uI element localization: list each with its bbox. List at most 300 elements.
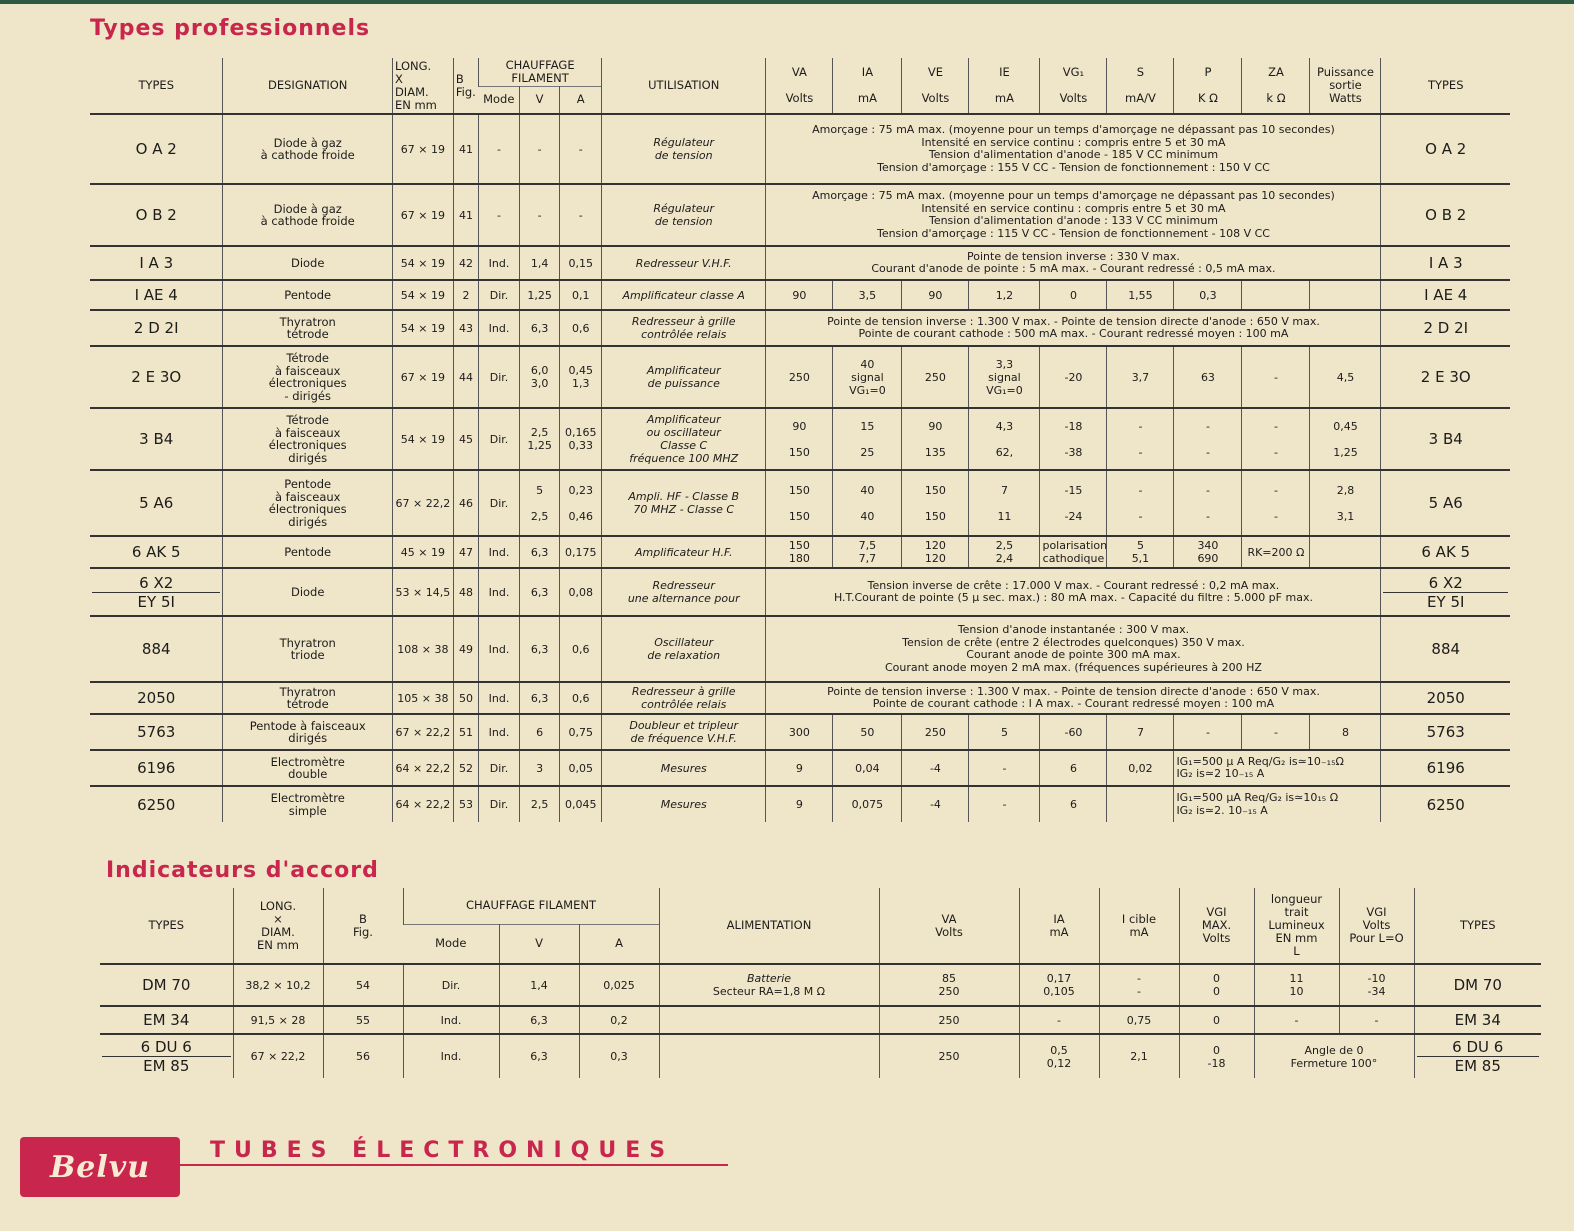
designation: Diode: [223, 568, 393, 616]
header-s: S mA/V: [1107, 58, 1174, 114]
dimensions: 64 × 22,2: [392, 750, 453, 786]
table-row: [90, 568, 1510, 616]
figure-number: 44: [453, 346, 478, 408]
table-row: [100, 964, 1541, 1006]
value-ie: 7 11: [969, 470, 1040, 536]
value-vg1: 6: [1040, 750, 1107, 786]
value-za: - -: [1242, 408, 1310, 470]
value-icible: 0,75: [1099, 1006, 1179, 1034]
value-p: 63: [1174, 346, 1242, 408]
designation: Thyratron tétrode: [223, 310, 393, 346]
figure-number: 54: [323, 964, 403, 1006]
tube-type-right: 2050: [1381, 682, 1510, 714]
table-row: [90, 408, 1510, 470]
tube-type-right: 6250: [1381, 786, 1510, 822]
value-vgi-max: 0 0: [1179, 964, 1254, 1006]
header-ve: VE Volts: [902, 58, 969, 114]
heating-current: 0,2: [579, 1006, 659, 1034]
value-ve: 120 120: [902, 536, 969, 568]
header-v: V: [519, 86, 560, 114]
value-p: - -: [1174, 470, 1242, 536]
dimensions: 54 × 19: [392, 408, 453, 470]
figure-number: 43: [453, 310, 478, 346]
utilisation: Régulateur de tension: [602, 184, 766, 246]
value-za: [1242, 280, 1310, 310]
heating-current: 0,165 0,33: [560, 408, 602, 470]
utilisation: Régulateur de tension: [602, 114, 766, 184]
header-designation: DESIGNATION: [223, 58, 393, 114]
heating-mode: Dir.: [479, 408, 520, 470]
heating-voltage: 3: [519, 750, 560, 786]
table-row: [90, 184, 1510, 246]
value-vg1: 6: [1040, 786, 1107, 822]
heating-mode: Dir.: [479, 470, 520, 536]
heating-current: 0,75: [560, 714, 602, 750]
heating-mode: Ind.: [479, 310, 520, 346]
tube-type: 2 D 2I: [133, 319, 179, 337]
dimensions: 54 × 19: [392, 310, 453, 346]
table-row: [90, 346, 1510, 408]
value-va: 85 250: [879, 964, 1019, 1006]
value-vgi-l: -: [1339, 1006, 1414, 1034]
table-row: [100, 1006, 1541, 1034]
designation: Tétrode à faisceaux électroniques - dirigés: [223, 346, 393, 408]
ind-header-vgi-volts: VGI Volts Pour L=O: [1339, 888, 1414, 964]
tube-type-right: O B 2: [1381, 184, 1510, 246]
heating-current: 0,045: [560, 786, 602, 822]
value-pw: [1310, 280, 1381, 310]
heating-voltage: 1,25: [519, 280, 560, 310]
designation: Electromètre double: [223, 750, 393, 786]
value-pw: [1310, 536, 1381, 568]
table-row: [90, 714, 1510, 750]
header-p: P K Ω: [1174, 58, 1242, 114]
dimensions: 67 × 19: [392, 184, 453, 246]
value-vg1: -60: [1040, 714, 1107, 750]
heating-mode: Ind.: [479, 714, 520, 750]
tube-type: 6250: [137, 795, 176, 814]
heating-current: 0,05: [560, 750, 602, 786]
utilisation-prefix: une alternance pour: [627, 592, 740, 605]
dimensions: 38,2 × 10,2: [233, 964, 323, 1006]
tube-type-right: I AE 4: [1381, 280, 1510, 310]
ind-header-long-diam: LONG. × DIAM. EN mm: [233, 888, 323, 964]
table-row: [90, 470, 1510, 536]
value-vgi-max: 0: [1179, 1006, 1254, 1034]
dimensions: 54 × 19: [392, 246, 453, 280]
grid-current-note: IG₁=500 µ A Req/G₂ is≃10₋₁₅Ω IG₂ is≃2 10₋₁₅ A: [1174, 750, 1381, 786]
heating-mode: Dir.: [403, 964, 499, 1006]
value-s: 3,7: [1107, 346, 1174, 408]
value-s: - -: [1107, 408, 1174, 470]
value-s: 7: [1107, 714, 1174, 750]
utilisation: Amplificateur classe A: [602, 280, 766, 310]
heating-voltage: 6: [519, 714, 560, 750]
heating-current: 0,6: [560, 682, 602, 714]
header-ie: IE mA: [969, 58, 1040, 114]
value-s: 1,55: [1107, 280, 1174, 310]
section-title-indicators: Indicateurs d'accord: [106, 858, 379, 883]
tube-type: 2050: [137, 689, 176, 707]
ind-header-icible: I cible mA: [1099, 888, 1179, 964]
header-fig: B Fig.: [453, 58, 478, 114]
tube-type-right: 5763: [1381, 714, 1510, 750]
header-utilisation: UTILISATION: [602, 58, 766, 114]
indicator-type: DM 70: [142, 976, 191, 994]
heating-voltage: -: [519, 114, 560, 184]
dimensions: 108 × 38: [392, 616, 453, 682]
value-va: 250: [879, 1034, 1019, 1078]
value-ve: 150 150: [902, 470, 969, 536]
header-va: VA Volts: [766, 58, 833, 114]
value-ie: 5: [969, 714, 1040, 750]
value-ve: 90: [902, 280, 969, 310]
angle-note: Angle de 0 Fermeture 100°: [1254, 1034, 1414, 1078]
designation: Pentode à faisceaux électroniques dirigés: [223, 470, 393, 536]
spec-notes: Amorçage : 75 mA max. (moyenne pour un temps d'amorçage ne dépassant pas 10 secondes) Intensité en service continu : compris entre 5 et 30 mA Tension d'alimentation d'anode - 185 V CC minimum Tension d'amorçage : 155 V CC - Tension de fonctionnement : 150 V CC: [766, 114, 1381, 184]
heating-voltage: 2,5: [519, 786, 560, 822]
figure-number: 56: [323, 1034, 403, 1078]
figure-number: 51: [453, 714, 478, 750]
value-vg1: -20: [1040, 346, 1107, 408]
table-row: [90, 310, 1510, 346]
designation: Diode à gaz à cathode froide: [223, 184, 393, 246]
heating-voltage: 6,3: [519, 536, 560, 568]
utilisation: Amplificateur H.F.: [602, 536, 766, 568]
utilisation: Mesures: [602, 786, 766, 822]
value-pw: 8: [1310, 714, 1381, 750]
alimentation: Batterie Secteur RA=1,8 M Ω: [659, 964, 879, 1006]
tube-type-right: 6 AK 5: [1381, 536, 1510, 568]
table-row: [90, 616, 1510, 682]
figure-number: 46: [453, 470, 478, 536]
heating-voltage: 6,3: [519, 682, 560, 714]
heating-mode: Ind.: [479, 536, 520, 568]
heating-current: 0,08: [560, 568, 602, 616]
belvu-logo: [20, 1137, 180, 1197]
tube-type: O A 2: [135, 140, 177, 158]
figure-number: 45: [453, 408, 478, 470]
spec-notes: Pointe de tension inverse : 1.300 V max. - Pointe de tension directe d'anode : 650 V max. Pointe de courant cathode : 500 mA max. - Courant redressé moyen : 100 mA: [766, 310, 1381, 346]
value-p: 0,3: [1174, 280, 1242, 310]
ind-header-vgi-max: VGI MAX. Volts: [1179, 888, 1254, 964]
heating-voltage: 1,4: [519, 246, 560, 280]
heating-mode: -: [479, 114, 520, 184]
figure-number: 55: [323, 1006, 403, 1034]
ind-header-va: VA Volts: [879, 888, 1019, 964]
designation: Diode à gaz à cathode froide: [223, 114, 393, 184]
alimentation: [659, 1034, 879, 1078]
utilisation: Doubleur et tripleur de fréquence V.H.F.: [602, 714, 766, 750]
dimensions: 67 × 22,2: [233, 1034, 323, 1078]
value-pw: 2,8 3,1: [1310, 470, 1381, 536]
value-za: - -: [1242, 470, 1310, 536]
value-ia: 3,5: [833, 280, 902, 310]
heating-mode: Ind.: [479, 682, 520, 714]
dimensions: 105 × 38: [392, 682, 453, 714]
value-za: -: [1242, 346, 1310, 408]
value-vgi-max: 0 -18: [1179, 1034, 1254, 1078]
ind-header-a: A: [579, 924, 659, 964]
utilisation: Oscillateur de relaxation: [602, 616, 766, 682]
indicator-type: 6 DU 6 EM 85: [100, 1034, 233, 1078]
figure-number: 52: [453, 750, 478, 786]
value-ia: 0,17 0,105: [1019, 964, 1099, 1006]
value-va: 90 150: [766, 408, 833, 470]
designation: Pentode: [223, 536, 393, 568]
heating-mode: Ind.: [403, 1006, 499, 1034]
tube-type-right: O A 2: [1381, 114, 1510, 184]
ind-header-ia: IA mA: [1019, 888, 1099, 964]
value-ve: 250: [902, 714, 969, 750]
heating-voltage: 6,3: [519, 310, 560, 346]
heating-mode: Dir.: [479, 280, 520, 310]
value-ie: -: [969, 750, 1040, 786]
heating-voltage: 1,4: [499, 964, 579, 1006]
value-s: 0,02: [1107, 750, 1174, 786]
value-ie: 3,3 signal VG₁=0: [969, 346, 1040, 408]
value-va: 150 150: [766, 470, 833, 536]
tube-type-right: I A 3: [1381, 246, 1510, 280]
heating-current: -: [560, 114, 602, 184]
value-ve: -4: [902, 786, 969, 822]
figure-number: 41: [453, 184, 478, 246]
dimensions: 67 × 19: [392, 114, 453, 184]
figure-number: 50: [453, 682, 478, 714]
tube-type-right: 2 D 2I: [1381, 310, 1510, 346]
heating-mode: Ind.: [479, 616, 520, 682]
value-va: 250: [879, 1006, 1019, 1034]
value-ia: 0,075: [833, 786, 902, 822]
ind-header-fig: B Fig.: [323, 888, 403, 964]
tube-type: 5 A6: [139, 494, 174, 512]
utilisation: Amplificateur de puissance: [602, 346, 766, 408]
dimensions: 54 × 19: [392, 280, 453, 310]
value-va: 90: [766, 280, 833, 310]
heating-voltage: 6,0 3,0: [519, 346, 560, 408]
grid-current-note: IG₁=500 µA Req/G₂ is≃10₁₅ Ω IG₂ is≃2. 10₋₁₅ A: [1174, 786, 1381, 822]
value-va: 250: [766, 346, 833, 408]
table-row: [90, 682, 1510, 714]
section-title-professional: Types professionnels: [90, 16, 371, 41]
tube-type: I A 3: [139, 254, 174, 272]
table-row: [90, 786, 1510, 822]
value-va: 9: [766, 786, 833, 822]
heating-current: -: [560, 184, 602, 246]
heating-current: 0,3: [579, 1034, 659, 1078]
header-types-right: TYPES: [1381, 58, 1510, 114]
header-long-diam: LONG. X DIAM. EN mm: [392, 58, 453, 114]
professional-types-table: [90, 58, 1510, 822]
figure-number: 2: [453, 280, 478, 310]
value-s: [1107, 786, 1174, 822]
figure-number: 47: [453, 536, 478, 568]
tube-type: 2 E 3O: [131, 368, 182, 386]
brand-tagline: TUBES ÉLECTRONIQUES: [210, 1138, 675, 1163]
value-ve: -4: [902, 750, 969, 786]
header-ia: IA mA: [833, 58, 902, 114]
spec-notes: Tension d'anode instantanée : 300 V max. Tension de crête (entre 2 électrodes quelconques) 350 V max. Courant anode de pointe 300 mA max. Courant anode moyen 2 mA max. (fréquences supérieures à 200 HZ: [766, 616, 1381, 682]
dimensions: 91,5 × 28: [233, 1006, 323, 1034]
page-top-edge: [0, 0, 1574, 4]
heating-mode: Ind.: [479, 246, 520, 280]
table-row: [90, 750, 1510, 786]
value-ie: 4,3 62,: [969, 408, 1040, 470]
utilisation: Ampli. HF - Classe B 70 MHZ - Classe C: [602, 470, 766, 536]
ind-header-longueur: longueur trait Lumineux EN mm L: [1254, 888, 1339, 964]
ind-header-chauffage: CHAUFFAGE FILAMENT: [403, 888, 659, 924]
value-za: -: [1242, 714, 1310, 750]
value-vg1: polarisation cathodique: [1040, 536, 1107, 568]
header-types: TYPES: [138, 78, 174, 92]
tube-type: I AE 4: [134, 286, 178, 304]
dimensions: 53 × 14,5: [392, 568, 453, 616]
heating-voltage: 6,3: [519, 568, 560, 616]
value-p: -: [1174, 714, 1242, 750]
value-ve: 250: [902, 346, 969, 408]
value-ie: 2,5 2,4: [969, 536, 1040, 568]
heating-current: 0,23 0,46: [560, 470, 602, 536]
ind-header-types-right: TYPES: [1414, 888, 1541, 964]
spec-notes: Amorçage : 75 mA max. (moyenne pour un temps d'amorçage ne dépassant pas 10 secondes) Intensité en service continu : compris entre 5 et 30 mA Tension d'alimentation d'anode : 133 V CC minimum Tension d'amorçage : 115 V CC - Tension de fonctionnement - 108 V CC: [766, 184, 1381, 246]
utilisation: Mesures: [602, 750, 766, 786]
header-mode: Mode: [483, 92, 515, 107]
alimentation: [659, 1006, 879, 1034]
value-p: - -: [1174, 408, 1242, 470]
designation: Pentode à faisceaux dirigés: [223, 714, 393, 750]
tube-type-right: 884: [1381, 616, 1510, 682]
tube-type-right: 2 E 3O: [1381, 346, 1510, 408]
heating-mode: Dir.: [479, 346, 520, 408]
designation: Pentode: [223, 280, 393, 310]
tube-type: 5763: [137, 723, 176, 741]
figure-number: 48: [453, 568, 478, 616]
dimensions: 67 × 22,2: [392, 470, 453, 536]
indicator-type: EM 34: [143, 1011, 190, 1029]
tube-type-right: 6 X2 EY 5I: [1381, 568, 1510, 616]
value-ia: -: [1019, 1006, 1099, 1034]
dimensions: 67 × 19: [392, 346, 453, 408]
figure-number: 41: [453, 114, 478, 184]
table-row: [90, 280, 1510, 310]
dimensions: 67 × 22,2: [392, 714, 453, 750]
table-row: [90, 114, 1510, 184]
value-va: 300: [766, 714, 833, 750]
table-row: [90, 246, 1510, 280]
heating-mode: Ind.: [479, 568, 520, 616]
tube-type: 884: [141, 640, 171, 658]
utilisation: Redresseur à grille contrôlée relais: [602, 682, 766, 714]
value-pw: 0,45 1,25: [1310, 408, 1381, 470]
utilisation: Redresseur une alternance pour: [602, 568, 766, 616]
indicator-type-right: EM 34: [1414, 1006, 1541, 1034]
value-vg1: 0: [1040, 280, 1107, 310]
tube-type: 6 AK 5: [131, 543, 181, 561]
value-s: - -: [1107, 470, 1174, 536]
ind-header-v: V: [499, 924, 579, 964]
tube-type-right: 5 A6: [1381, 470, 1510, 536]
designation: Tétrode à faisceaux électroniques dirigés: [223, 408, 393, 470]
heating-current: 0,6: [560, 616, 602, 682]
heating-voltage: 5 2,5: [519, 470, 560, 536]
value-vg1: -15 -24: [1040, 470, 1107, 536]
table-row: [90, 536, 1510, 568]
tube-type: O B 2: [135, 206, 177, 224]
figure-number: 49: [453, 616, 478, 682]
value-va: 150 180: [766, 536, 833, 568]
value-icible: - -: [1099, 964, 1179, 1006]
utilisation: Redresseur V.H.F.: [602, 246, 766, 280]
utilisation: Amplificateur ou oscillateur Classe C fréquence 100 MHZ: [602, 408, 766, 470]
value-ia: 0,5 0,12: [1019, 1034, 1099, 1078]
value-longueur: -: [1254, 1006, 1339, 1034]
value-ie: -: [969, 786, 1040, 822]
heating-voltage: 2,5 1,25: [519, 408, 560, 470]
heating-voltage: 6,3: [499, 1034, 579, 1078]
ind-header-types: TYPES: [148, 918, 185, 932]
designation: Thyratron triode: [223, 616, 393, 682]
designation: Thyratron tétrode: [223, 682, 393, 714]
value-ia: 15 25: [833, 408, 902, 470]
indicators-table: [100, 888, 1541, 1078]
heating-mode: Dir.: [479, 786, 520, 822]
belvu-logo-text: Belvu: [49, 1149, 151, 1185]
value-va: 9: [766, 750, 833, 786]
figure-number: 53: [453, 786, 478, 822]
header-za: ZA k Ω: [1242, 58, 1310, 114]
designation: Diode: [223, 246, 393, 280]
heating-voltage: 6,3: [519, 616, 560, 682]
value-icible: 2,1: [1099, 1034, 1179, 1078]
heating-current: 0,175: [560, 536, 602, 568]
heating-mode: Ind.: [403, 1034, 499, 1078]
ind-header-alimentation: ALIMENTATION: [659, 888, 879, 964]
indicator-type-right: 6 DU 6 EM 85: [1414, 1034, 1541, 1078]
value-za: RK=200 Ω: [1242, 536, 1310, 568]
value-ia: 40 signal VG₁=0: [833, 346, 902, 408]
header-chauffage: CHAUFFAGE FILAMENT: [479, 58, 602, 86]
spec-notes: Pointe de tension inverse : 330 V max. Courant d'anode de pointe : 5 mA max. - Courant redressé : 0,5 mA max.: [766, 246, 1381, 280]
spec-notes: Tension inverse de crête : 17.000 V max. - Courant redressé : 0,2 mA max. H.T.Courant de pointe (5 µ sec. max.) : 80 mA max. - Capacité du filtre : 5.000 pF max.: [766, 568, 1381, 616]
value-vgi-l: -10 -34: [1339, 964, 1414, 1006]
ind-header-mode: Mode: [435, 936, 467, 951]
value-ia: 7,5 7,7: [833, 536, 902, 568]
value-ie: 1,2: [969, 280, 1040, 310]
heating-mode: Dir.: [479, 750, 520, 786]
value-ia: 40 40: [833, 470, 902, 536]
indicator-type-right: DM 70: [1414, 964, 1541, 1006]
value-ve: 90 135: [902, 408, 969, 470]
heating-voltage: -: [519, 184, 560, 246]
header-puissance: Puissance sortie Watts: [1310, 58, 1381, 114]
heating-mode: -: [479, 184, 520, 246]
value-longueur: 11 10: [1254, 964, 1339, 1006]
value-pw: 4,5: [1310, 346, 1381, 408]
table-row: [100, 1034, 1541, 1078]
brand-rule: [180, 1164, 728, 1166]
heating-current: 0,15: [560, 246, 602, 280]
tube-type: 6 X2 EY 5I: [90, 568, 223, 616]
value-ia: 50: [833, 714, 902, 750]
spec-notes: Pointe de tension inverse : 1.300 V max. - Pointe de tension directe d'anode : 650 V max. Pointe de courant cathode : I A max. - Courant redressé moyen : 100 mA: [766, 682, 1381, 714]
utilisation: Redresseur à grille contrôlée relais: [602, 310, 766, 346]
tube-type: 6196: [137, 759, 176, 777]
heating-voltage: 6,3: [499, 1006, 579, 1034]
value-s: 5 5,1: [1107, 536, 1174, 568]
header-vg1: VG₁ Volts: [1040, 58, 1107, 114]
header-a: A: [560, 86, 602, 114]
heating-current: 0,025: [579, 964, 659, 1006]
